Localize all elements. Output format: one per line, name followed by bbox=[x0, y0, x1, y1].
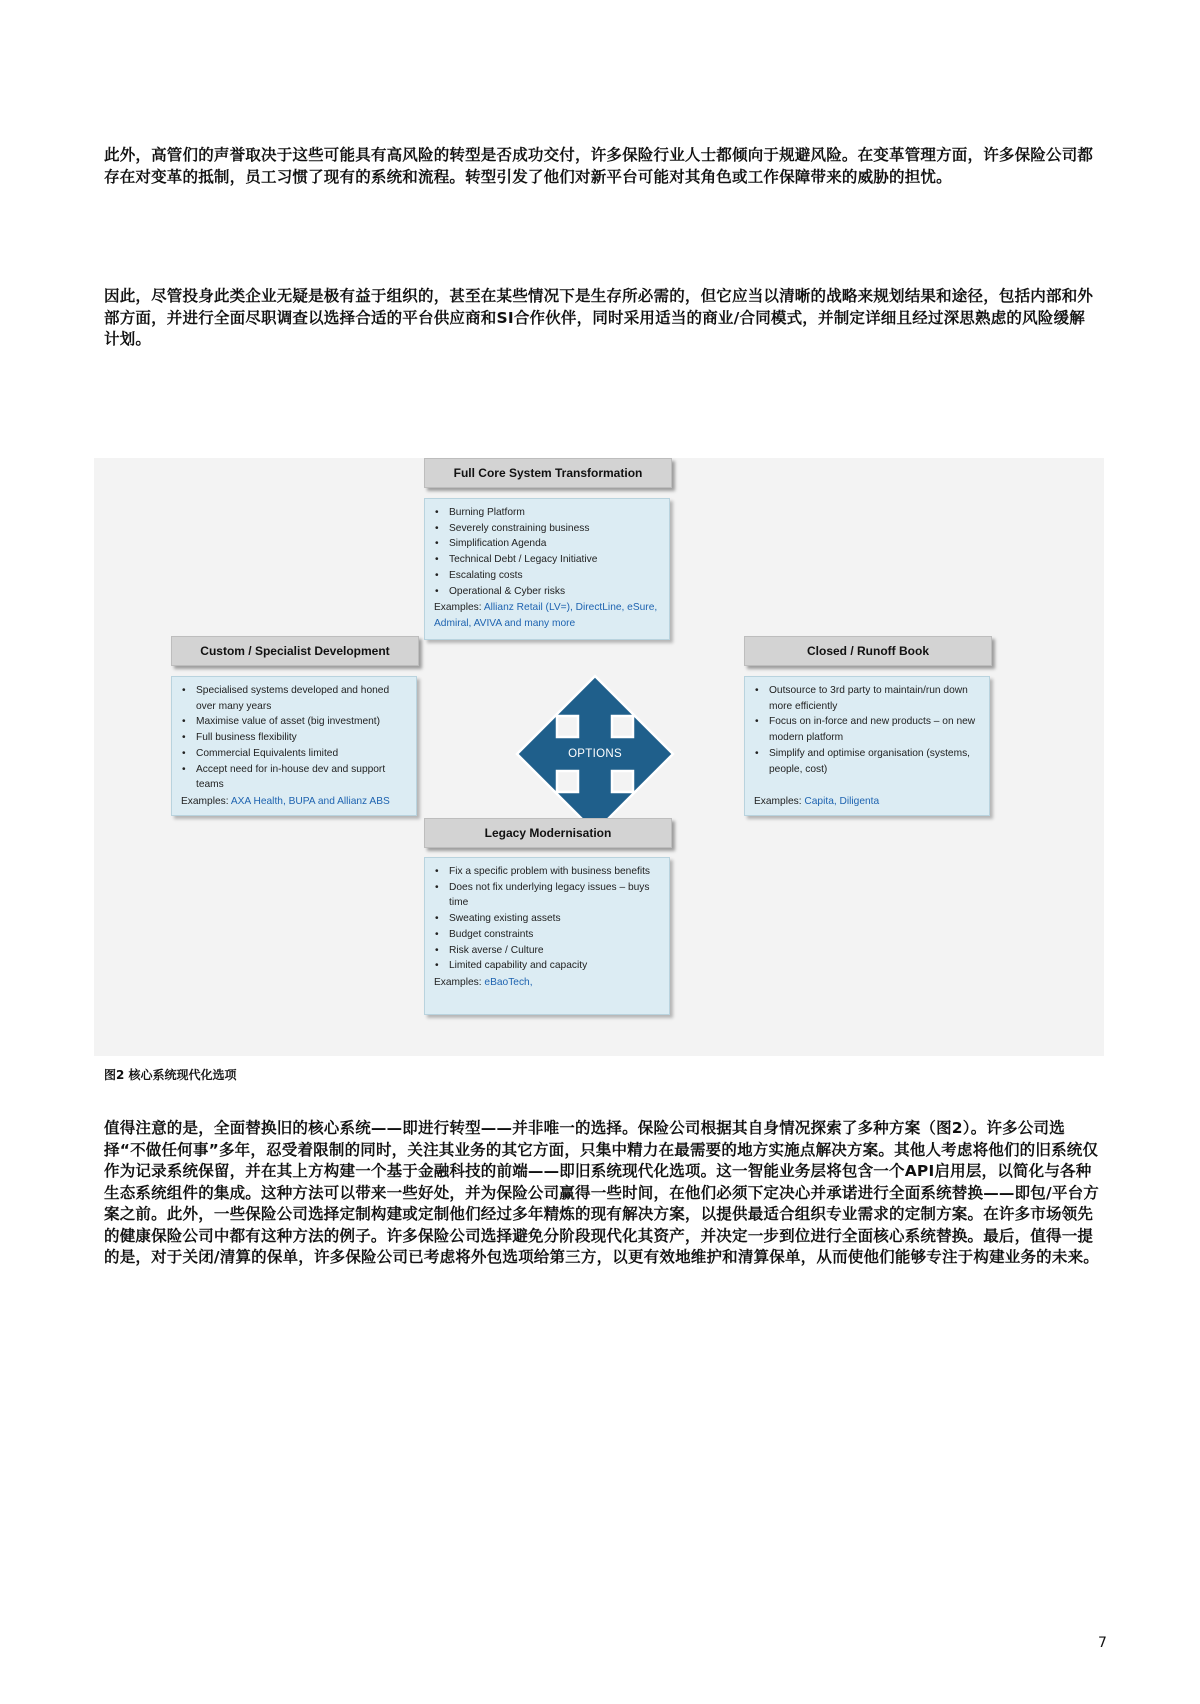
options-arrow bbox=[513, 672, 677, 836]
list-item: • Commercial Equivalents limited bbox=[196, 746, 408, 762]
paragraph-2: 因此，尽管投身此类企业无疑是极有益于组织的，甚至在某些情况下是生存所必需的，但它应当以清晰的战略来规划结果和途径，包括内部和外部方面，并进行全面尽职调查以选择合适的平台供应商和SI合作伙伴，同时采用适当的商业/合同模式，并制定详细且经过深思熟虑的风险缓解计划。 bbox=[104, 287, 1094, 348]
bottom-option-list bbox=[434, 864, 661, 974]
list-item: • Severely constraining business bbox=[449, 521, 661, 537]
examples-link: Capita, Diligenta bbox=[804, 796, 880, 808]
examples-label: Examples: bbox=[434, 976, 482, 988]
right-option-list bbox=[754, 683, 981, 777]
list-item: • Operational & Cyber risks bbox=[449, 584, 661, 600]
left-option-header: Custom / Specialist Development bbox=[171, 636, 419, 666]
bottom-option-examples bbox=[434, 975, 661, 991]
list-item: • Technical Debt / Legacy Initiative bbox=[449, 552, 661, 568]
bottom-option-box bbox=[424, 857, 670, 1015]
core-system-options-figure bbox=[94, 458, 1104, 1056]
right-option-examples bbox=[754, 794, 981, 810]
examples-link: AXA Health, BUPA and Allianz ABS bbox=[230, 795, 390, 807]
paragraph-3: 值得注意的是，全面替换旧的核心系统——即进行转型——并非唯一的选择。保险公司根据其自身情况探索了多种方案（图2）。许多公司选择“不做任何事”多年，忍受着限制的同时，关注其业务的其它方面，只集中精力在最需要的地方实施点解决方案。其他人考虑将他们的旧系统仅作为记录系统保留，并在其上方构建一个基于金融科技的前端——即旧系统现代化选项。这一智能业务层将包含一个API启用层，以简化与各种生态系统组件的集成。这种方法可以带来一些好处，并为保险公司赢得一些时间，在他们必须下定决心并承诺进行全面系统替换——即包/平台方案之前。此外，一些保险公司选择定制构建或定制他们经过多年精炼的现有解决方案，以提供最适合组织专业需求的定制方案。在许多市场领先的健康保险公司中都有这种方法的例子。许多保险公司选择避免分阶段现代化其资产，并决定一步到位进行全面核心系统替换。最后，值得一提的是，对于关闭/清算的保单，许多保险公司已考虑将外包选项给第三方，以更有效地维护和清算保单，从而使他们能够专注于构建业务的未来。 bbox=[104, 1119, 1099, 1266]
list-item: • Simplify and optimise organisation (systems, people, cost) bbox=[769, 746, 981, 777]
list-item: • Fix a specific problem with business benefits bbox=[449, 864, 661, 880]
list-item: • Budget constraints bbox=[449, 927, 661, 943]
options-label: OPTIONS bbox=[568, 748, 622, 760]
list-item: • Burning Platform bbox=[449, 505, 661, 521]
list-item: • Focus on in-force and new products – on new modern platform bbox=[769, 714, 981, 745]
top-option-box bbox=[424, 498, 670, 640]
top-option-examples bbox=[434, 600, 661, 631]
examples-label: Examples: bbox=[434, 602, 482, 614]
right-option-header: Closed / Runoff Book bbox=[744, 636, 992, 666]
top-option-list bbox=[434, 505, 661, 599]
list-item: • Full business flexibility bbox=[196, 730, 408, 746]
figure-caption: 图2 核心系统现代化选项 bbox=[104, 1068, 237, 1082]
list-item: • Escalating costs bbox=[449, 568, 661, 584]
list-item: • Risk averse / Culture bbox=[449, 943, 661, 959]
examples-label: Examples: bbox=[754, 796, 802, 808]
list-item: • Sweating existing assets bbox=[449, 911, 661, 927]
list-item: • Limited capability and capacity bbox=[449, 958, 661, 974]
page-number: 7 bbox=[1098, 1635, 1107, 1651]
left-option-box bbox=[171, 676, 417, 816]
bottom-option-header: Legacy Modernisation bbox=[424, 818, 672, 848]
list-item: • Accept need for in-house dev and support teams bbox=[196, 762, 408, 793]
list-item: • Maximise value of asset (big investment) bbox=[196, 714, 408, 730]
four-way-arrow-icon bbox=[513, 672, 677, 836]
list-item: • Simplification Agenda bbox=[449, 536, 661, 552]
examples-link: Allianz Retail (LV=), DirectLine, eSure, Admiral, AVIVA and many more bbox=[434, 602, 658, 629]
left-option-list bbox=[181, 683, 408, 793]
paragraph-1: 此外，高管们的声誉取决于这些可能具有高风险的转型是否成功交付，许多保险行业人士都倾向于规避风险。在变革管理方面，许多保险公司都存在对变革的抵制，员工习惯了现有的系统和流程。转型引发了他们对新平台可能对其角色或工作保障带来的威胁的担忧。 bbox=[104, 146, 1094, 186]
examples-label: Examples: bbox=[181, 795, 229, 807]
list-item: • Specialised systems developed and honed over many years bbox=[196, 683, 408, 714]
left-option-examples bbox=[181, 794, 408, 810]
list-item: • Outsource to 3rd party to maintain/run down more efficiently bbox=[769, 683, 981, 714]
right-option-box bbox=[744, 676, 990, 816]
top-option-header: Full Core System Transformation bbox=[424, 458, 672, 488]
examples-link: eBaoTech, bbox=[484, 976, 533, 988]
list-item: • Does not fix underlying legacy issues – buys time bbox=[449, 880, 661, 911]
